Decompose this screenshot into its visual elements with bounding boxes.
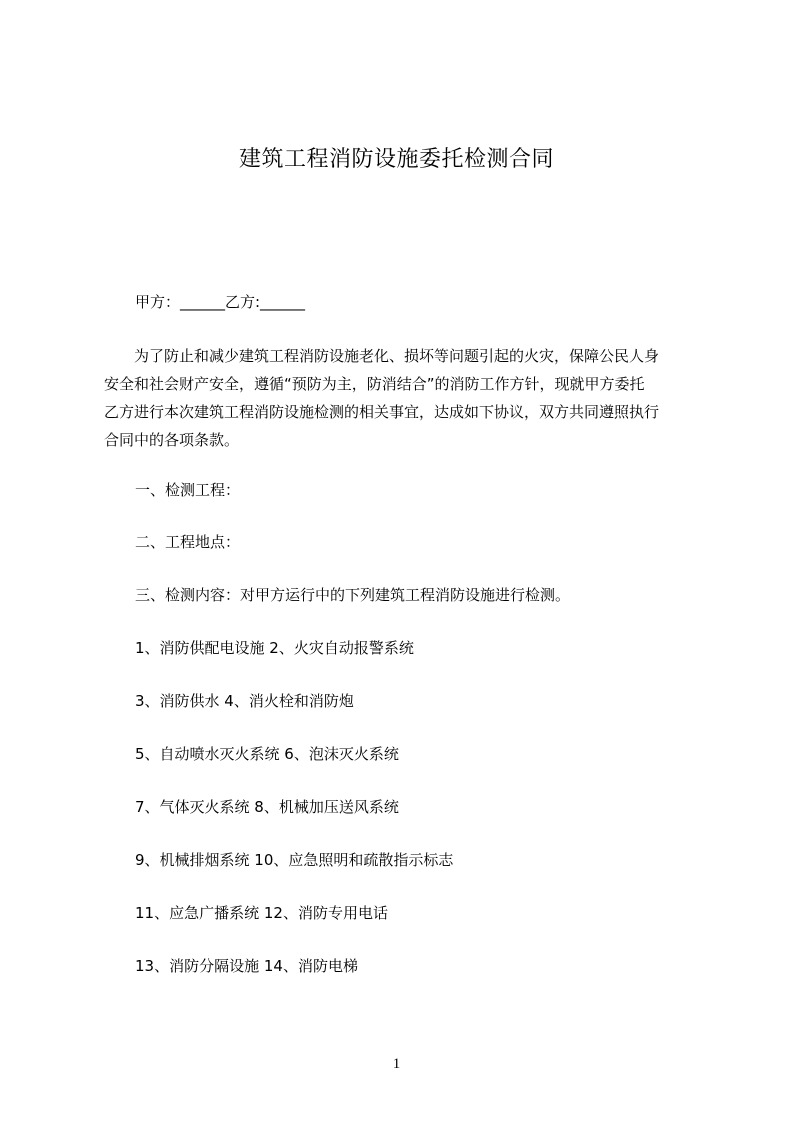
section-item: 二、工程地点： (135, 533, 241, 551)
document-title: 建筑工程消防设施委托检测合同 (238, 147, 554, 172)
page-number: 1 (392, 1056, 401, 1072)
section-item: 一、检测工程： (135, 481, 241, 499)
intro-paragraph (104, 342, 714, 454)
section-item: 9、机械排烟系统 10、应急照明和疏散指示标志 (135, 851, 454, 869)
intro-line: 乙方进行本次建筑工程消防设施检测的相关事宜，达成如下协议，双方共同遵照执行 (104, 403, 660, 421)
parties-line: 甲方：______乙方:______ (135, 293, 306, 311)
section-item: 3、消防供水 4、消火栓和消防炮 (135, 692, 354, 710)
intro-line: 为了防止和减少建筑工程消防设施老化、损坏等问题引起的火灾，保障公民人身 (104, 347, 660, 365)
section-item: 三、检测内容：对甲方运行中的下列建筑工程消防设施进行检测。 (135, 586, 571, 604)
section-item: 5、自动喷水灭火系统 6、泡沫灭火系统 (135, 745, 399, 763)
section-item: 1、消防供配电设施 2、火灾自动报警系统 (135, 639, 414, 657)
section-item: 7、气体灭火系统 8、机械加压送风系统 (135, 798, 399, 816)
section-item: 11、应急广播系统 12、消防专用电话 (135, 904, 388, 922)
section-item: 13、消防分隔设施 14、消防电梯 (135, 957, 358, 975)
intro-line: 安全和社会财产安全，遵循“预防为主，防消结合”的消防工作方针，现就甲方委托 (104, 375, 645, 393)
intro-line: 合同中的各项条款。 (104, 431, 240, 449)
